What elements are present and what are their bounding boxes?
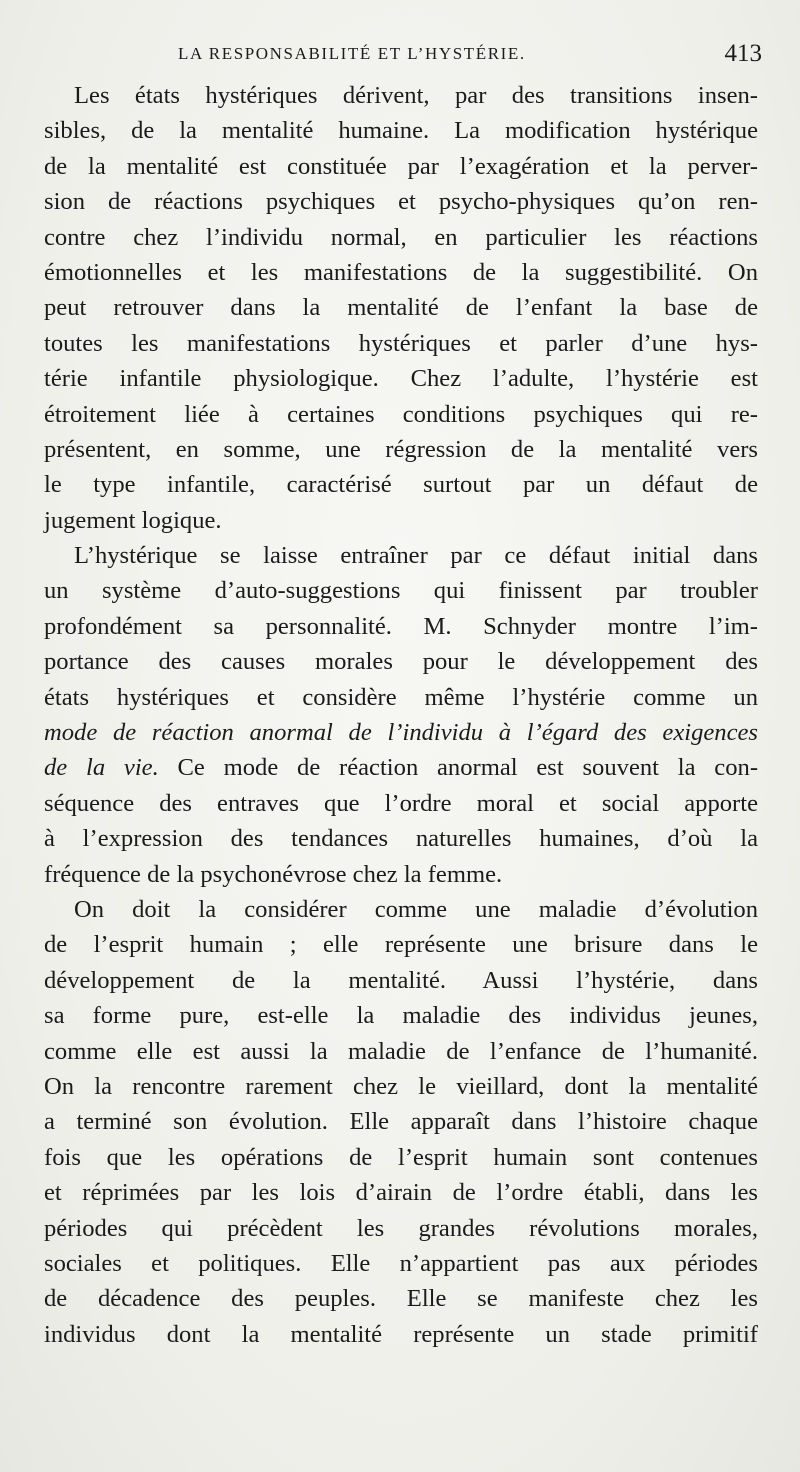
text-line: le type infantile, caractérisé surtout par un défaut de: [44, 471, 758, 499]
italic-phrase: mode de réaction anormal de l’individu à l’égard des exigences: [44, 719, 758, 747]
text-line: développement de la mentalité. Aussi l’hystérie, dans: [44, 966, 758, 994]
text-line-mixed: [44, 750, 758, 785]
text-line: sibles, de la mentalité humaine. La modification hystérique: [44, 117, 758, 145]
text-line: a terminé son évolution. Elle apparaît dans l’histoire chaque: [44, 1108, 758, 1136]
text-line-italic: [44, 715, 758, 750]
text-line: térie infantile physiologique. Chez l’adulte, l’hystérie est: [44, 365, 758, 393]
text-line: On la rencontre rarement chez le vieillard, dont la mentalité: [44, 1072, 758, 1100]
text-line: contre chez l’individu normal, en particulier les réactions: [44, 223, 758, 251]
text-line: fois que les opérations de l’esprit humain sont contenues: [44, 1143, 758, 1171]
roman-phrase: Ce mode de réaction anormal est souvent la con-: [158, 754, 759, 782]
text-line: toutes les manifestations hystériques et parler d’une hys-: [44, 329, 758, 357]
text-line: et réprimées par les lois d’airain de l’ordre établi, dans les: [44, 1179, 758, 1207]
text-line: un système d’auto-suggestions qui finissent par troubler: [44, 577, 758, 605]
text-line: jugement logique.: [44, 506, 222, 534]
text-line: séquence des entraves que l’ordre moral et social apporte: [44, 789, 758, 817]
page-number: 413: [724, 40, 762, 67]
text-line: présentent, en somme, une régression de la mentalité vers: [44, 435, 758, 463]
running-head: [0, 40, 800, 70]
text-line: profondément sa personnalité. M. Schnyder montre l’im-: [44, 612, 758, 640]
running-title: LA RESPONSABILITÉ ET L’HYSTÉRIE.: [178, 44, 526, 63]
text-line: émotionnelles et les manifestations de la suggestibilité. On: [44, 258, 758, 286]
text-line: Les états hystériques dérivent, par des transitions insen-: [74, 82, 758, 109]
text-line: sion de réactions psychiques et psycho-physiques qu’on ren-: [44, 188, 758, 216]
italic-phrase: de la vie.: [44, 754, 159, 782]
text-line: comme elle est aussi la maladie de l’enfance de l’humanité.: [44, 1037, 758, 1065]
text-line: états hystériques et considère même l’hystérie comme un: [44, 683, 758, 711]
text-line: On doit la considérer comme une maladie d’évolution: [74, 895, 758, 923]
text-line: L’hystérique se laisse entraîner par ce défaut initial dans: [74, 542, 758, 570]
text-line: de l’esprit humain ; elle représente une brisure dans le: [44, 931, 758, 959]
paragraph-1: [44, 78, 758, 538]
text-line: de décadence des peuples. Elle se manifeste chez les: [44, 1285, 758, 1313]
text-line: portance des causes morales pour le développement des: [44, 648, 758, 676]
text-line: sa forme pure, est-elle la maladie des individus jeunes,: [44, 1002, 758, 1030]
text-line: fréquence de la psychonévrose chez la femme.: [44, 860, 503, 888]
text-line: peut retrouver dans la mentalité de l’enfant la base de: [44, 294, 758, 322]
body-text: [44, 78, 758, 1352]
paragraph-3: [44, 892, 758, 1352]
text-line: à l’expression des tendances naturelles humaines, d’où la: [44, 825, 758, 853]
text-line: périodes qui précèdent les grandes révolutions morales,: [44, 1214, 758, 1242]
paragraph-2: [44, 538, 758, 892]
text-line: individus dont la mentalité représente un stade primitif: [44, 1320, 758, 1348]
text-line: étroitement liée à certaines conditions psychiques qui re-: [44, 400, 758, 428]
text-line: sociales et politiques. Elle n’appartient pas aux périodes: [44, 1249, 758, 1277]
text-line: de la mentalité est constituée par l’exagération et la perver-: [44, 152, 758, 180]
